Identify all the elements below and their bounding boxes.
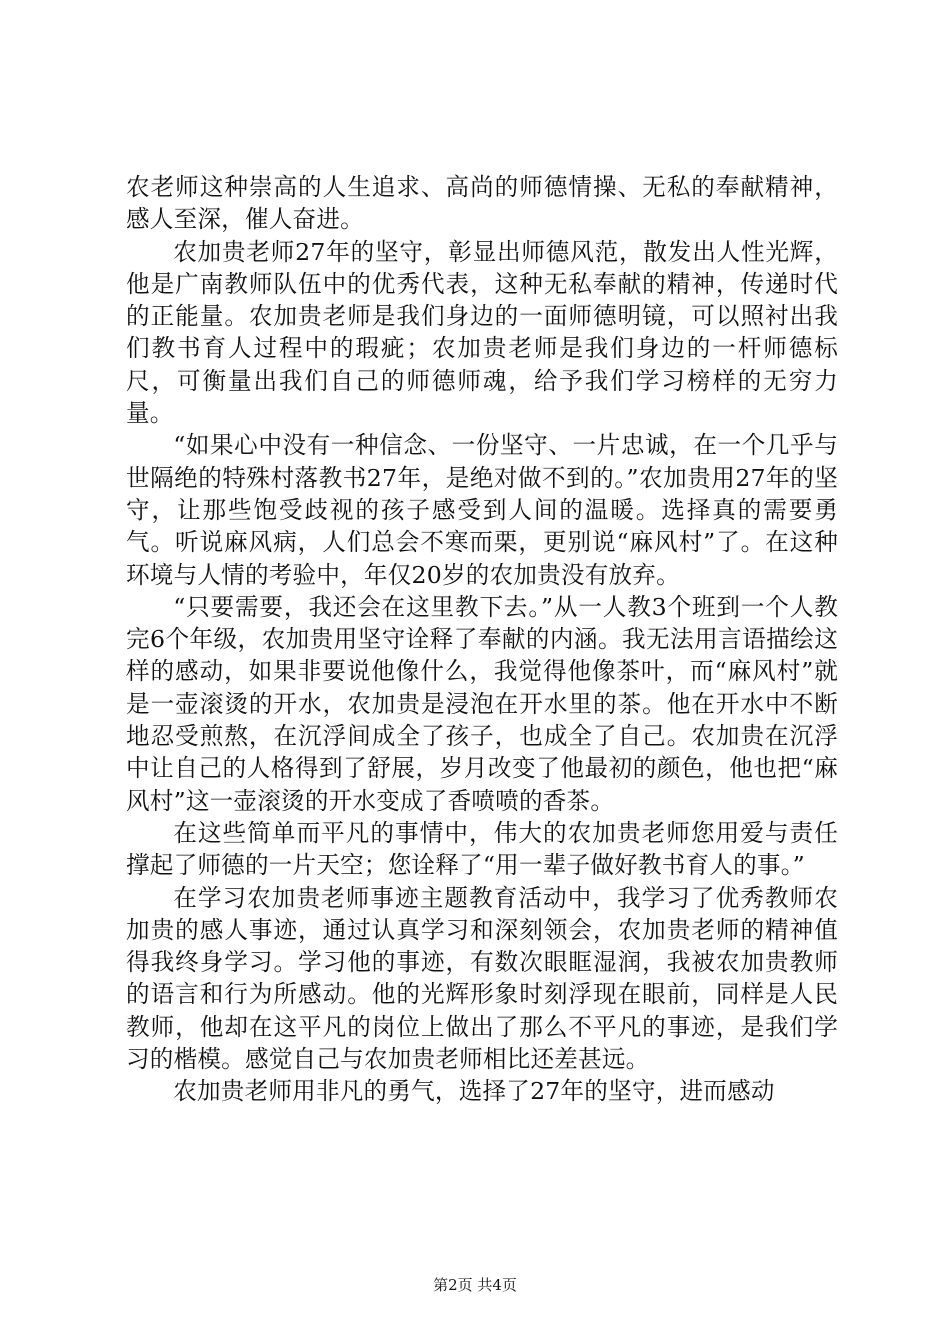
paragraph-2: 农加贵老师27年的坚守，彰显出师德风范，散发出人性光辉，他是广南教师队伍中的优秀代表，这种无私奉献的精神，传递时代的正能量。农加贵老师是我们身边的一面师德明镜，可以照衬出我们教书育人过程中的瑕疵；农加贵老师是我们身边的一杆师德标尺，可衡量出我们自己的师德师魂，给予我们学习榜样的无穷力量。 — [126, 237, 838, 428]
document-body — [126, 171, 838, 1108]
paragraph-4: “只要需要，我还会在这里教下去。”从一人教3个班到一个人教完6个年级，农加贵用坚守诠释了奉献的内涵。我无法用言语描绘这样的感动，如果非要说他像什么，我觉得他像茶叶，而“麻风村”就是一壶滚烫的开水，农加贵是浸泡在开水里的茶。他在开水中不断地忍受煎熬，在沉浮间成全了孩子，也成全了自己。农加贵在沉浮中让自己的人格得到了舒展，岁月改变了他最初的颜色，他也把“麻风村”这一壶滚烫的开水变成了香喷喷的香茶。 — [126, 592, 838, 815]
page-footer: 第2页 共4页 — [433, 1276, 517, 1294]
paragraph-6: 在学习农加贵老师事迹主题教育活动中，我学习了优秀教师农加贵的感人事迹，通过认真学习和深刻领会，农加贵老师的精神值得我终身学习。学习他的事迹，有数次眼眶湿润，我被农加贵教师的语言和行为所感动。他的光辉形象时刻浮现在眼前，同样是人民教师，他却在这平凡的岗位上做出了那么不平凡的事迹，是我们学习的楷模。感觉自己与农加贵老师相比还差甚远。 — [126, 883, 838, 1074]
paragraph-7: 农加贵老师用非凡的勇气，选择了27年的坚守，进而感动 — [173, 1077, 775, 1106]
paragraph-5: 在这些简单而平凡的事情中，伟大的农加贵老师您用爱与责任撑起了师德的一片天空；您诠释了“用一辈子做好教书育人的事。” — [126, 818, 838, 880]
paragraph-1: 农老师这种崇高的人生追求、高尚的师德情操、无私的奉献精神，感人至深，催人奋进。 — [126, 173, 838, 234]
paragraph-3: “如果心中没有一种信念、一份坚守、一片忠诚，在一个几乎与世隔绝的特殊村落教书27年，是绝对做不到的。”农加贵用27年的坚守，让那些饱受歧视的孩子感受到人间的温暖。选择真的需要勇气。听说麻风病，人们总会不寒而栗，更别说“麻风村”了。在这种环境与人情的考验中，年仅20岁的农加贵没有放弃。 — [126, 431, 838, 589]
